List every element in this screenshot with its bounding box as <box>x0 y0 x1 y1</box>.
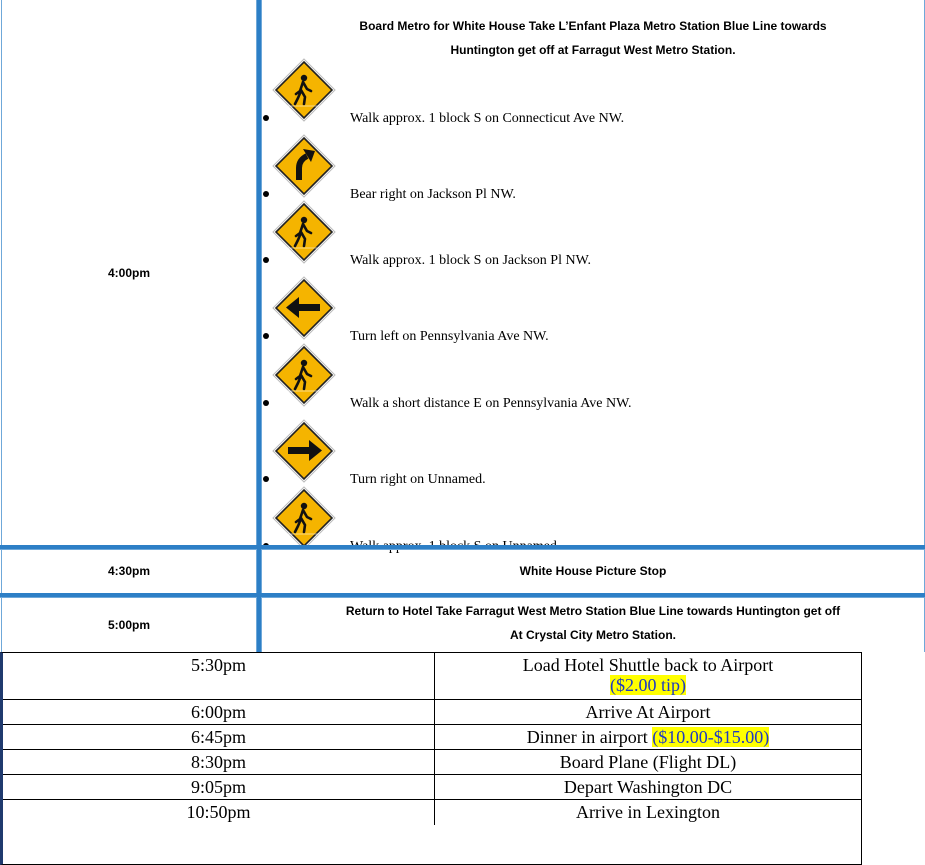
direction-step <box>262 276 924 344</box>
pedestrian-sign-icon <box>272 58 336 122</box>
schedule-row <box>3 725 861 750</box>
time-cell <box>1 0 257 545</box>
bullet <box>263 333 269 339</box>
direction-step <box>262 419 924 487</box>
schedule-time: 5:30pm <box>3 653 435 699</box>
schedule-activity: Board Plane (Flight DL) <box>559 752 737 772</box>
direction-step <box>262 134 924 202</box>
time-label: 4:00pm <box>107 265 151 280</box>
schedule-row <box>3 750 861 775</box>
schedule-time: 6:00pm <box>3 700 435 724</box>
activity-text: Return to Hotel Take Farragut West Metro Station Blue Line towards Huntington get off At Crystal City Metro Station. <box>345 604 841 642</box>
directions-cell <box>261 0 925 545</box>
row-5-00pm <box>0 597 925 652</box>
schedule-activity: Dinner in airport ($10.00-$15.00) <box>526 727 770 747</box>
time-cell <box>1 597 257 652</box>
pedestrian-sign-icon <box>272 200 336 264</box>
direction-step <box>262 58 924 126</box>
step-text: Turn right on Unnamed. <box>350 472 486 487</box>
cost-highlight: ($2.00 tip) <box>610 675 686 695</box>
schedule-row <box>3 653 861 700</box>
pedestrian-sign-icon <box>272 343 336 407</box>
activity-cell <box>261 597 925 652</box>
step-text: Turn left on Pennsylvania Ave NW. <box>350 329 549 344</box>
direction-step <box>262 343 924 411</box>
schedule-row <box>3 800 861 825</box>
activity-cell <box>261 549 925 593</box>
schedule-row <box>3 775 861 800</box>
schedule-row <box>3 700 861 725</box>
time-cell <box>1 549 257 593</box>
step-text: Walk approx. 1 block S on Jackson Pl NW. <box>350 253 592 268</box>
schedule-time: 9:05pm <box>3 775 435 799</box>
time-label: 5:00pm <box>107 617 151 632</box>
bear-right-sign-icon <box>272 134 336 198</box>
cost-highlight: ($10.00-$15.00) <box>652 727 770 747</box>
time-label: 4:30pm <box>107 564 151 578</box>
turn-right-sign-icon <box>272 419 336 483</box>
schedule-time: 8:30pm <box>3 750 435 774</box>
row-4-30pm <box>0 549 925 593</box>
bullet <box>263 191 269 197</box>
pedestrian-sign-icon <box>272 486 336 550</box>
schedule-activity: Depart Washington DC <box>563 777 733 797</box>
step-text: Walk approx. 1 block S on Connecticut Ave NW. <box>350 111 625 126</box>
directions-heading: Board Metro for White House Take L’Enfant Plaza Metro Station Blue Line towards Huntington get off at Farragut West Metro Station. <box>359 19 827 57</box>
turn-left-sign-icon <box>272 276 336 340</box>
bullet <box>263 476 269 482</box>
schedule-activity: Load Hotel Shuttle back to Airport ($2.00 tip) <box>522 655 774 695</box>
bullet <box>263 257 269 263</box>
step-text: Bear right on Jackson Pl NW. <box>350 187 516 202</box>
bullet <box>263 115 269 121</box>
activity-text: White House Picture Stop <box>519 564 667 578</box>
direction-step <box>262 200 924 268</box>
bullet <box>263 400 269 406</box>
direction-step <box>262 486 924 548</box>
schedule-table <box>0 652 862 865</box>
schedule-time: 10:50pm <box>3 800 435 825</box>
schedule-time: 6:45pm <box>3 725 435 749</box>
schedule-activity: Arrive in Lexington <box>576 802 720 822</box>
step-text: Walk a short distance E on Pennsylvania Ave NW. <box>350 396 632 411</box>
schedule-activity: Arrive At Airport <box>585 702 711 722</box>
